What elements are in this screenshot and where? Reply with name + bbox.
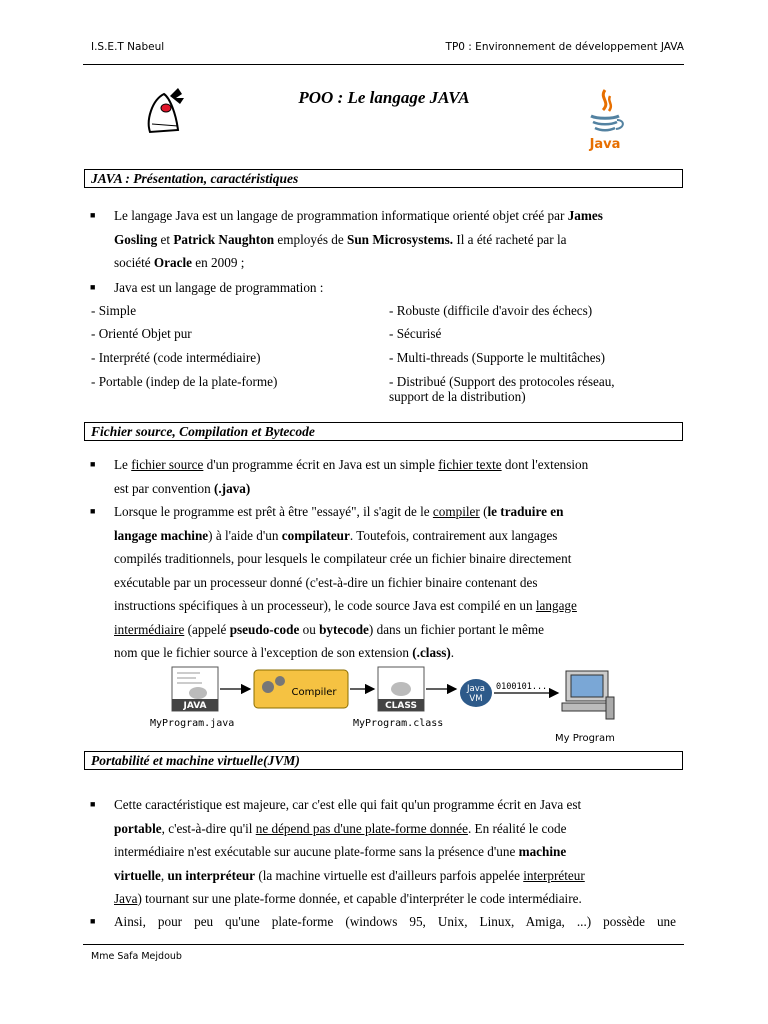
text: ) tournant sur une plate-forme donnée, et capable d'interpréter le code intermédiaire. [137,891,582,906]
feature-right-1: - Robuste (difficile d'avoir des échecs) [389,303,593,318]
text: exécutable par un processeur donné (c'est-à-dire un fichier binaire contenant des [114,574,538,590]
text-gosling: Gosling [114,231,158,247]
bullet: ■ [90,506,96,516]
paragraph-portability [114,793,676,911]
bullet: ■ [90,459,96,469]
text: ) à l'aide d'un [208,527,282,543]
class-file-icon [378,667,424,711]
text: (appelé [184,621,230,637]
compiler-box [254,670,348,708]
feature-right-4: - Distribué (Support des protocoles réseau, [389,374,615,389]
java-logo-icon [583,86,627,154]
text-patrick: Patrick Naughton [173,231,275,247]
text: compilés traditionnels, pour lesquels le compilateur crée un fichier binaire directement [114,551,572,566]
bullet: ■ [90,799,96,809]
bullet: ■ [90,282,96,292]
text-portable: portable [114,820,162,836]
header-course: TP0 : Environnement de développement JAVA [445,41,684,53]
text-sun: Sun Microsystems. [347,231,454,247]
text: ou [299,621,320,637]
text-compilateur: compilateur [281,527,350,543]
feature-left-1: - Simple [91,303,137,318]
section-heading-presentation: JAVA : Présentation, caractéristiques [84,169,683,188]
bullet: ■ [90,916,96,926]
section-heading-portability: Portabilité et machine virtuelle(JVM) [84,751,683,770]
text-machine: machine [518,844,567,859]
text-bytecode: bytecode [319,621,369,637]
java-vm-icon [460,679,492,707]
text-langage-machine: langage machine [114,527,209,543]
java-badge: JAVA [183,701,207,711]
text: société [114,255,154,270]
text-class-ext: (.class) [412,645,451,660]
text-virtuelle: virtuelle [114,867,161,883]
text: nom que le fichier source à l'exception de son extension [114,645,413,660]
paragraph-java-features-intro: Java est un langage de programmation : [114,280,324,295]
text: est par convention [114,480,214,496]
feature-left-3: - Interprété (code intermédiaire) [91,350,261,365]
text: en 2009 ; [192,255,245,270]
text: Le [114,457,132,472]
text: Cette caractéristique est majeure, car c'est elle qui fait qu'un programme écrit en Java est [114,797,582,812]
footer-rule [83,944,684,945]
label-myprogram-java: MyProgram.java [150,718,235,729]
footer-author: Mme Safa Mejdoub [91,951,182,962]
text: d'un programme écrit en Java est un simple [203,457,439,472]
text-interpreteur: un interpréteur [167,867,256,883]
text-james: James [567,208,603,223]
text: dont l'extension [501,457,589,472]
text: Lorsque le programme est prêt à être "essayé", il s'agit de le [114,504,433,519]
text-oracle: Oracle [153,255,192,270]
label-my-program: My Program [555,733,615,744]
compiler-label: Compiler [291,687,337,698]
text-java: Java [114,891,138,906]
text: instructions spécifiques à un processeur), le code source Java est compilé en un [114,598,536,613]
text: Il a été racheté par la [453,231,567,247]
feature-right-2: - Sécurisé [389,326,442,341]
text: ) dans un fichier portant le même [368,621,544,637]
header-rule [83,64,684,65]
text: , c'est-à-dire qu'il [161,820,256,836]
text: ( [479,504,488,519]
text: intermédiaire n'est exécutable sur aucune plate-forme sans la présence d'une [114,844,519,859]
paragraph-java-intro [114,204,676,275]
text-interpreteur-java: interpréteur [523,867,585,883]
text: employés de [274,231,348,247]
paragraph-source-file [114,453,676,500]
feature-left-4: - Portable (indep de la plate-forme) [91,374,278,389]
java-logo-text: Java [589,137,621,152]
text: . Toutefois, contrairement aux langages [349,527,558,543]
feature-right-5: support de la distribution) [389,389,526,404]
text: (la machine virtuelle est d'ailleurs parfois appelée [255,867,524,883]
text-intermediaire: intermédiaire [114,621,185,637]
text-pseudo-code: pseudo-code [229,621,300,637]
java-source-file-icon [172,667,218,711]
label-myprogram-class: MyProgram.class [353,718,444,729]
text: . [450,645,455,660]
text-compiler: compiler [432,504,480,519]
text: Le langage Java est un langage de programmation informatique orienté objet créé par [114,208,568,223]
text: , [160,867,168,883]
text-java-ext: (.java) [213,480,251,496]
section-heading-compilation: Fichier source, Compilation et Bytecode [84,422,683,441]
feature-right-3: - Multi-threads (Supporte le multitâches) [389,350,606,365]
text-fichier-texte: fichier texte [438,457,502,472]
feature-left-2: - Orienté Objet pur [91,326,192,341]
paragraph-compilation [114,500,676,665]
bullet: ■ [90,210,96,220]
text-traduire: le traduire en [487,504,564,519]
text: et [157,231,174,247]
header-school: I.S.E.T Nabeul [91,41,165,53]
text: . En réalité le code [467,820,567,836]
paragraph-platform: Ainsi, pour peu qu'une plate-forme (windows 95, Unix, Linux, Amiga, ...) possède une [114,914,676,929]
text-ne-depend-pas: ne dépend pas d'une plate-forme donnée [255,820,468,836]
page-title: POO : Le langage JAVA [298,88,470,107]
text-langage: langage [535,598,577,613]
class-badge: CLASS [385,701,417,711]
binary-output: 0100101... [496,682,548,692]
vm-label-2: VM [469,694,483,704]
computer-icon [562,671,614,719]
vm-label-1: Java [467,684,485,694]
compilation-diagram [150,663,630,721]
text-fichier-source: fichier source [131,457,204,472]
